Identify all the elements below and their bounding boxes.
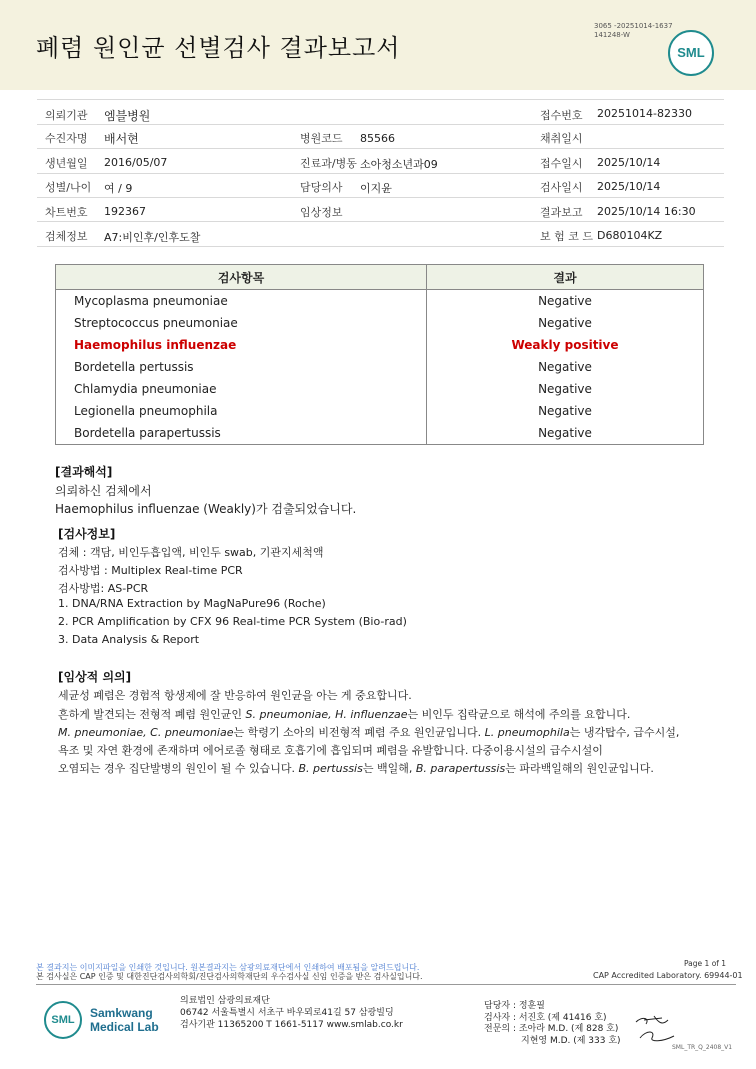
- document-id-line1: 3065 -20251014-1637: [594, 22, 673, 30]
- test-info-line: 2. PCR Amplification by CFX 96 Real-time PCR System (Bio-rad): [58, 615, 407, 628]
- results-table: [55, 264, 704, 445]
- label-receipt-date: 접수일시: [540, 157, 583, 170]
- value-receipt-date: 2025/10/14: [597, 156, 661, 169]
- test-result: Negative: [427, 312, 704, 334]
- table-row: [56, 400, 704, 422]
- brand-name: Samkwang Medical Lab: [90, 1006, 159, 1034]
- value-hospital-code: 85566: [360, 132, 395, 145]
- label-patient: 수진자명: [45, 132, 88, 145]
- form-code: SML_TR_Q_2408_V1: [672, 1044, 733, 1051]
- clinical-line: 욕조 및 자연 환경에 존재하며 에어로졸 형태로 호흡기에 흡입되며 폐렴을 유발합니다. 다중이용시설의 급수시설이: [58, 744, 603, 757]
- interpretation-line: Haemophilus influenzae (Weakly)가 검출되었습니다.: [55, 502, 357, 516]
- test-item: Haemophilus influenzae: [56, 334, 427, 356]
- table-header-row: [56, 265, 704, 290]
- document-id: [594, 22, 673, 40]
- label-sex-age: 성별/나이: [45, 181, 92, 194]
- clinical-line: 오염되는 경우 집단발병의 원인이 될 수 있습니다. B. pertussis는 백일해, B. parapertussis는 파라백일해의 원인균입니다.: [58, 762, 654, 775]
- label-receipt-no: 접수번호: [540, 109, 583, 122]
- test-item: Mycoplasma pneumoniae: [56, 290, 427, 313]
- test-result: Negative: [427, 290, 704, 313]
- test-result: Negative: [427, 378, 704, 400]
- divider: [37, 124, 724, 125]
- table-row: [56, 290, 704, 313]
- staff-signatures: [484, 1001, 621, 1047]
- test-info-line: 검사방법: AS-PCR: [58, 582, 149, 595]
- test-item: Bordetella pertussis: [56, 356, 427, 378]
- staff-tester: 검사자 : 서진호 (제 41416 호): [484, 1012, 607, 1023]
- clinical-title: [임상적 의의]: [58, 670, 132, 684]
- value-institution: 엠블병원: [104, 109, 151, 123]
- divider: [37, 246, 724, 247]
- test-info-line: 1. DNA/RNA Extraction by MagNaPure96 (Roche): [58, 597, 326, 610]
- cap-accreditation: CAP Accredited Laboratory. 69944-01: [593, 971, 743, 980]
- divider: [37, 221, 724, 222]
- test-item: Legionella pneumophila: [56, 400, 427, 422]
- lab-contact: 검사기관 11365200 T 1661-5117 www.smlab.co.kr: [180, 1020, 403, 1030]
- label-clinical-info: 임상정보: [300, 206, 343, 219]
- value-chart-no: 192367: [104, 205, 146, 218]
- label-chart-no: 차트번호: [45, 206, 88, 219]
- interpretation-title: [결과해석]: [55, 465, 113, 479]
- clinical-line: 세균성 폐렴은 경험적 항생제에 잘 반응하여 원인균을 아는 게 중요합니다.: [58, 689, 412, 702]
- value-patient: 배서현: [104, 132, 139, 146]
- document-id-line2: 141248-W: [594, 31, 630, 39]
- value-doctor: 이지윤: [360, 182, 392, 195]
- label-birth: 생년월일: [45, 157, 88, 170]
- test-item: Bordetella parapertussis: [56, 422, 427, 445]
- print-notice: 본 결과지는 이미지파일을 인쇄한 것입니다. 원본결과지는 삼광의료재단에서 인쇄하여 배포됨을 알려드립니다.: [36, 963, 420, 972]
- sml-logo-icon: [668, 30, 714, 76]
- label-hospital-code: 병원코드: [300, 132, 343, 145]
- label-report-date: 결과보고: [540, 206, 583, 219]
- divider: [37, 173, 724, 174]
- label-insurance-code: 보 험 코 드: [540, 230, 593, 243]
- report-title: 폐렴 원인균 선별검사 결과보고서: [36, 34, 401, 62]
- value-specimen: A7:비인후/인후도찰: [104, 231, 201, 244]
- lab-address: [180, 995, 403, 1031]
- label-specimen: 검체정보: [45, 230, 88, 243]
- test-result: Negative: [427, 422, 704, 445]
- label-doctor: 담당의사: [300, 181, 343, 194]
- test-info-line: 3. Data Analysis & Report: [58, 633, 200, 646]
- label-collection-date: 채취일시: [540, 132, 583, 145]
- label-test-date: 검사일시: [540, 181, 583, 194]
- label-institution: 의뢰기관: [45, 109, 88, 122]
- divider: [37, 148, 724, 149]
- divider: [37, 99, 724, 100]
- test-result: Weakly positive: [427, 334, 704, 356]
- header-test-item: 검사항목: [56, 265, 427, 290]
- table-row: [56, 378, 704, 400]
- lab-name: 의료법인 삼광의료재단: [180, 996, 270, 1006]
- signature-icon: [632, 1008, 682, 1048]
- page-number: Page 1 of 1: [684, 959, 727, 968]
- logo-text: SML: [677, 45, 705, 60]
- test-info-title: [검사정보]: [58, 527, 116, 541]
- test-result: Negative: [427, 356, 704, 378]
- value-receipt-no: 20251014-82330: [597, 107, 692, 120]
- lab-street: 06742 서울특별시 서초구 바우뫼로41길 57 삼광빌딩: [180, 1008, 394, 1018]
- test-info-line: 검사방법 : Multiplex Real-time PCR: [58, 564, 243, 577]
- value-sex-age: 여 / 9: [104, 182, 133, 195]
- value-department: 소아청소년과09: [360, 158, 438, 171]
- table-row: [56, 422, 704, 445]
- test-result: Negative: [427, 400, 704, 422]
- sml-footer-logo-icon: SML: [44, 1001, 82, 1039]
- value-birth: 2016/05/07: [104, 156, 168, 169]
- value-test-date: 2025/10/14: [597, 180, 661, 193]
- staff-manager: 담당자 : 정훈필: [484, 1001, 545, 1011]
- table-row: [56, 312, 704, 334]
- staff-specialist-2: 지현영 M.D. (제 333 호): [521, 1035, 621, 1046]
- value-insurance-code: D680104KZ: [597, 229, 663, 242]
- interpretation-line: 의뢰하신 검체에서: [55, 484, 152, 498]
- clinical-line: 흔하게 발견되는 전형적 폐렴 원인균인 S. pneumoniae, H. influenzae는 비인두 집락균으로 해석에 주의를 요합니다.: [58, 708, 631, 721]
- staff-specialist: 전문의 : 조아라 M.D. (제 828 호): [484, 1024, 619, 1034]
- accreditation-notice: 본 검사실은 CAP 인증 및 대한진단검사의학회/진단검사의학재단의 우수검사실 신임 인증을 받은 검사실입니다.: [36, 972, 423, 981]
- footer-divider: [36, 984, 736, 985]
- label-department: 진료과/병동: [300, 157, 357, 170]
- header-result: 결과: [427, 265, 704, 290]
- value-report-date: 2025/10/14 16:30: [597, 205, 696, 218]
- test-item: Chlamydia pneumoniae: [56, 378, 427, 400]
- clinical-line: M. pneumoniae, C. pneumoniae는 학령기 소아의 비전형적 폐렴 주요 원인균입니다. L. pneumophila는 냉각탑수, 급수시설,: [58, 726, 680, 739]
- test-info-line: 검체 : 객담, 비인두흡입액, 비인두 swab, 기관지세척액: [58, 546, 324, 559]
- table-row: [56, 356, 704, 378]
- table-row-positive: [56, 334, 704, 356]
- test-item: Streptococcus pneumoniae: [56, 312, 427, 334]
- divider: [37, 197, 724, 198]
